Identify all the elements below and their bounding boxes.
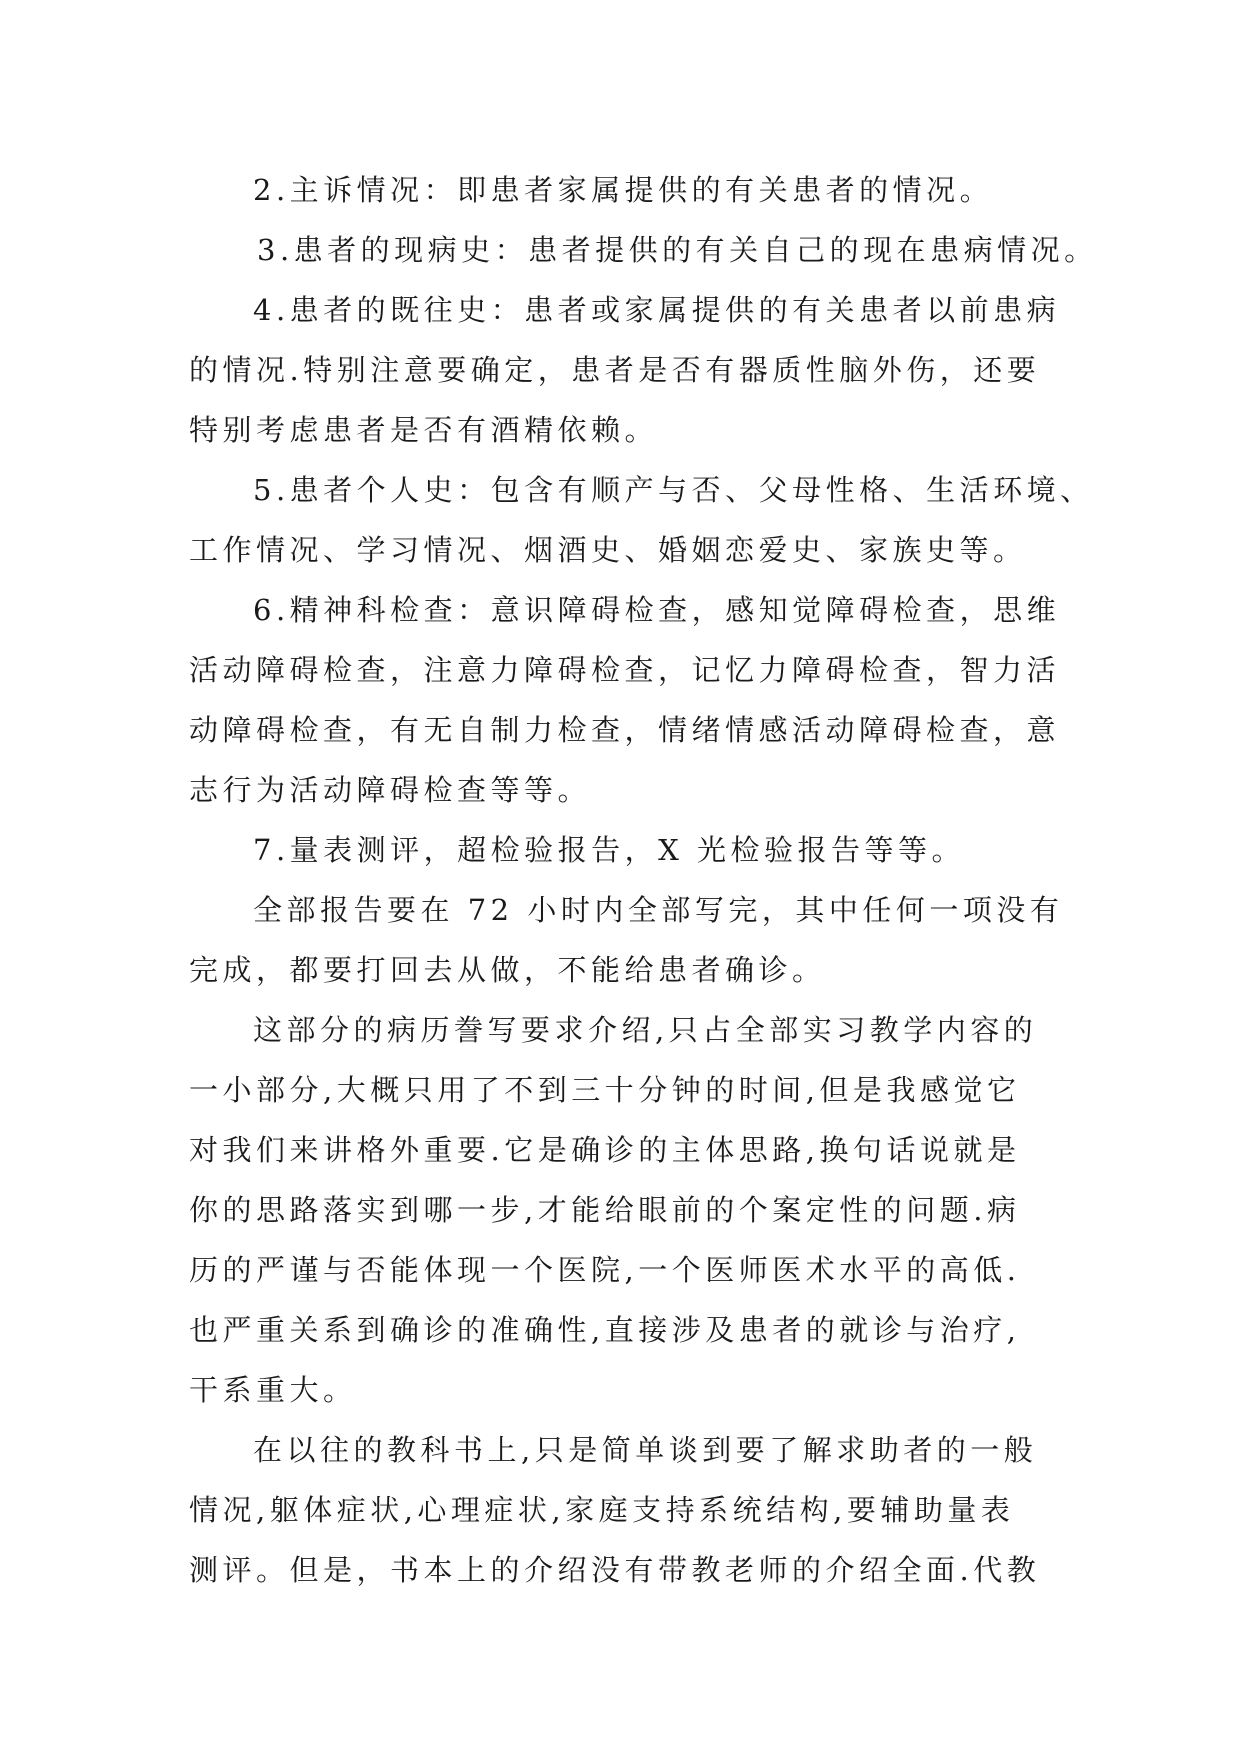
text-line: 活动障碍检查，注意力障碍检查，记忆力障碍检查，智力活: [189, 653, 1061, 687]
text-line: 一小部分,大概只用了不到三十分钟的时间,但是我感觉它: [189, 1073, 1021, 1107]
text-line: 也严重关系到确诊的准确性,直接涉及患者的就诊与治疗,: [189, 1313, 1021, 1347]
text-line: 历的严谨与否能体现一个医院,一个医师医术水平的高低.: [189, 1253, 1021, 1287]
text-line: 完成，都要打回去从做，不能给患者确诊。: [189, 953, 826, 987]
text-line: 志行为活动障碍检查等等。: [189, 773, 592, 807]
document-body: [189, 160, 1098, 1600]
text-line: 动障碍检查，有无自制力检查，情绪情感活动障碍检查，意: [189, 713, 1061, 747]
text-line: 全部报告要在 72 小时内全部写完，其中任何一项没有: [253, 893, 1064, 927]
text-line: 测评。但是，书本上的介绍没有带教老师的介绍全面.代教: [189, 1553, 1041, 1587]
text-line: 工作情况、学习情况、烟酒史、婚姻恋爱史、家族史等。: [189, 533, 1027, 567]
text-line: 2.主诉情况：即患者家属提供的有关患者的情况。: [253, 173, 994, 207]
text-line: 6.精神科检查：意识障碍检查，感知觉障碍检查，思维: [253, 593, 1061, 627]
text-line: 在以往的教科书上,只是简单谈到要了解求助者的一般: [253, 1433, 1038, 1467]
text-line: 特别考虑患者是否有酒精依赖。: [189, 413, 659, 447]
text-line: 你的思路落实到哪一步,才能给眼前的个案定性的问题.病: [189, 1193, 1021, 1227]
text-line: 5.患者个人史：包含有顺产与否、父母性格、生活环境、: [253, 473, 1094, 507]
text-line: 这部分的病历誊写要求介绍,只占全部实习教学内容的: [253, 1013, 1038, 1047]
text-line: 情况,躯体症状,心理症状,家庭支持系统结构,要辅助量表: [189, 1493, 1015, 1527]
text-line: 干系重大。: [189, 1373, 357, 1407]
text-line: 对我们来讲格外重要.它是确诊的主体思路,换句话说就是: [189, 1133, 1021, 1167]
text-line: 3.患者的现病史：患者提供的有关自己的现在患病情况。: [257, 233, 1098, 267]
text-line: 4.患者的既往史：患者或家属提供的有关患者以前患病: [253, 293, 1061, 327]
text-line: 7.量表测评，超检验报告，X 光检验报告等等。: [253, 833, 966, 867]
text-line: 的情况.特别注意要确定，患者是否有器质性脑外伤，还要: [189, 353, 1041, 387]
